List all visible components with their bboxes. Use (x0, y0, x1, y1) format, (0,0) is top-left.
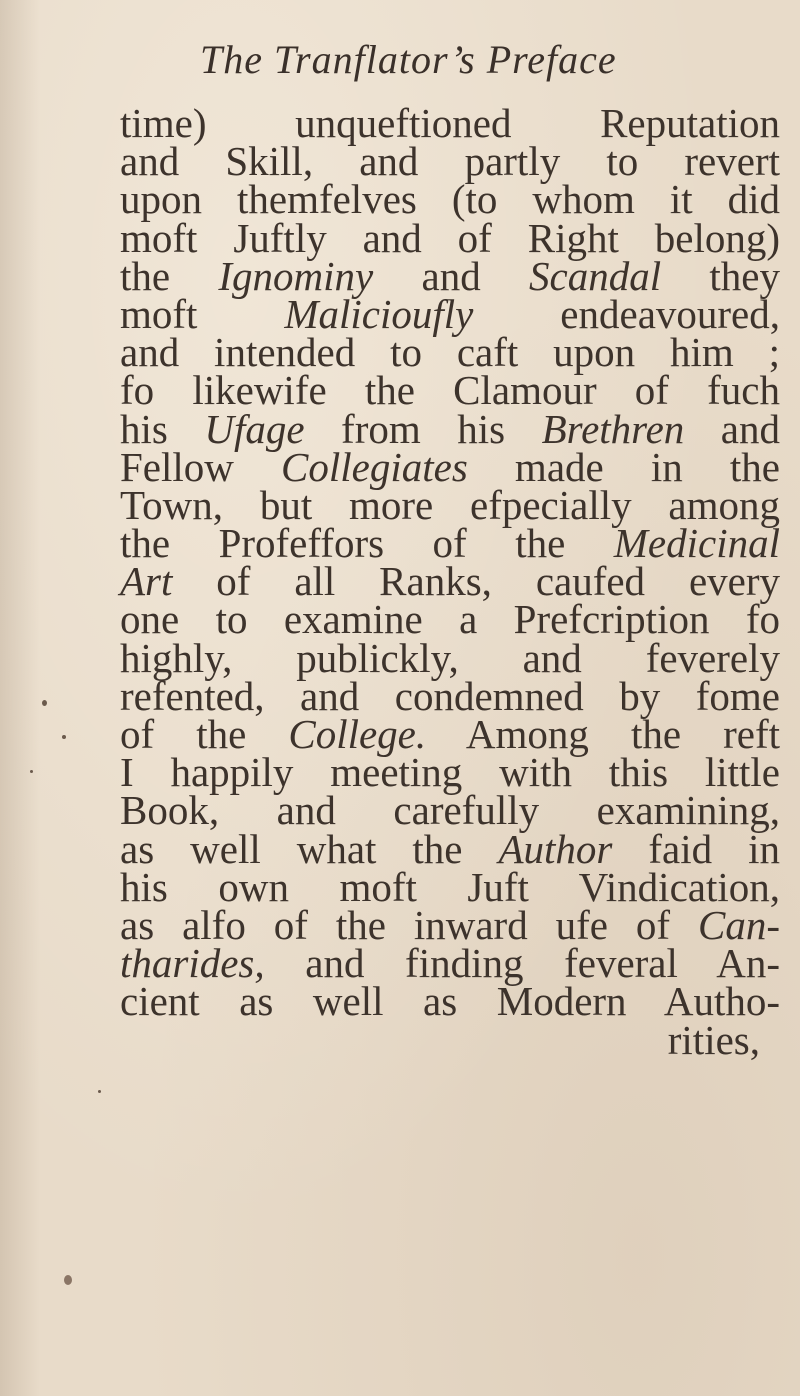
text-segment: and finding feveral An- (264, 940, 780, 987)
text-segment: one to examine a Prefcription fo (120, 596, 780, 643)
italic-text-segment: Ignominy (218, 252, 374, 299)
italic-text-segment: Collegiates (281, 443, 468, 490)
italic-text-segment: Brethren (541, 405, 685, 452)
italic-text-segment: Medicinal (613, 520, 780, 567)
italic-text-segment: tharides, (120, 940, 265, 987)
italic-text-segment: Author (498, 825, 613, 872)
text-line (120, 863, 780, 910)
ink-speck (64, 1275, 72, 1285)
text-segment: moft (120, 290, 285, 337)
running-head: The Tranflator’s Preface (200, 37, 617, 82)
text-line (120, 901, 780, 948)
text-segment: his own moft Juft Vindication, (120, 863, 780, 910)
text-segment: and intended to caft upon him ; (120, 329, 780, 376)
text-segment: upon themfelves (to whom it did (120, 176, 780, 223)
text-segment: the Profeffors of the (120, 520, 614, 567)
italic-text-segment: Art (120, 558, 173, 605)
text-line (120, 290, 780, 337)
text-line (120, 138, 780, 185)
text-line (120, 596, 780, 643)
text-segment: Among the reft (426, 711, 780, 757)
text-segment: highly, publickly, and feverely (120, 634, 780, 681)
text-segment: of all Ranks, caufed every (172, 558, 780, 605)
italic-text-segment: Can- (698, 901, 780, 948)
text-line (120, 1016, 780, 1063)
text-line (120, 481, 780, 528)
text-segment: Book, and carefully examining, (120, 787, 780, 834)
text-segment: Town, but more efpecially among (120, 481, 780, 528)
text-segment: I happily meeting with this little (120, 749, 780, 796)
text-segment: moft Juftly and of Right belong) (120, 214, 780, 261)
text-line (120, 634, 780, 681)
italic-text-segment: Malicioufly (284, 290, 474, 337)
ink-speck (30, 770, 33, 773)
italic-text-segment: College. (288, 711, 427, 757)
body-text (120, 100, 781, 1063)
text-line (120, 252, 781, 299)
text-segment: they (661, 252, 781, 299)
text-segment: endeavoured, (473, 290, 780, 337)
text-segment: and (684, 405, 780, 452)
text-line (120, 520, 780, 567)
ink-speck (62, 735, 66, 739)
text-segment: as well what the (120, 825, 499, 872)
text-line (120, 940, 780, 987)
text-segment: the (120, 252, 219, 299)
text-line (120, 978, 780, 1025)
text-line (120, 711, 780, 757)
text-line (120, 558, 780, 605)
italic-text-segment: Ufage (204, 405, 305, 452)
ink-speck (98, 1090, 101, 1093)
text-segment: and (373, 252, 530, 299)
text-line (120, 443, 780, 490)
text-line (120, 100, 780, 146)
text-segment: time) unqueftioned Reputation (120, 100, 780, 146)
text-line (120, 405, 780, 452)
text-segment: cient as well as Modern Autho- (120, 978, 780, 1025)
text-line (120, 329, 780, 376)
text-segment: as alfo of the inward ufe of (120, 901, 698, 948)
text-segment: his (120, 405, 205, 452)
text-segment: and Skill, and partly to revert (120, 138, 780, 185)
page-gutter-shadow (0, 0, 40, 1396)
text-segment: from his (304, 405, 542, 452)
text-segment: Fellow (120, 443, 282, 490)
text-segment: faid in (612, 825, 780, 872)
text-segment: of the (120, 711, 289, 757)
text-line (120, 787, 780, 834)
text-segment: rities, (667, 1016, 760, 1063)
text-line (120, 672, 780, 719)
text-line (120, 749, 780, 796)
italic-text-segment: Scandal (529, 252, 662, 299)
text-segment: fo likewife the Clamour of fuch (120, 367, 780, 414)
text-line (120, 214, 780, 261)
ink-speck (42, 700, 47, 706)
text-segment: made in the (467, 443, 780, 490)
text-line (120, 367, 780, 414)
text-line (120, 176, 780, 223)
text-segment: refented, and condemned by fome (120, 672, 780, 719)
text-line (120, 825, 780, 872)
